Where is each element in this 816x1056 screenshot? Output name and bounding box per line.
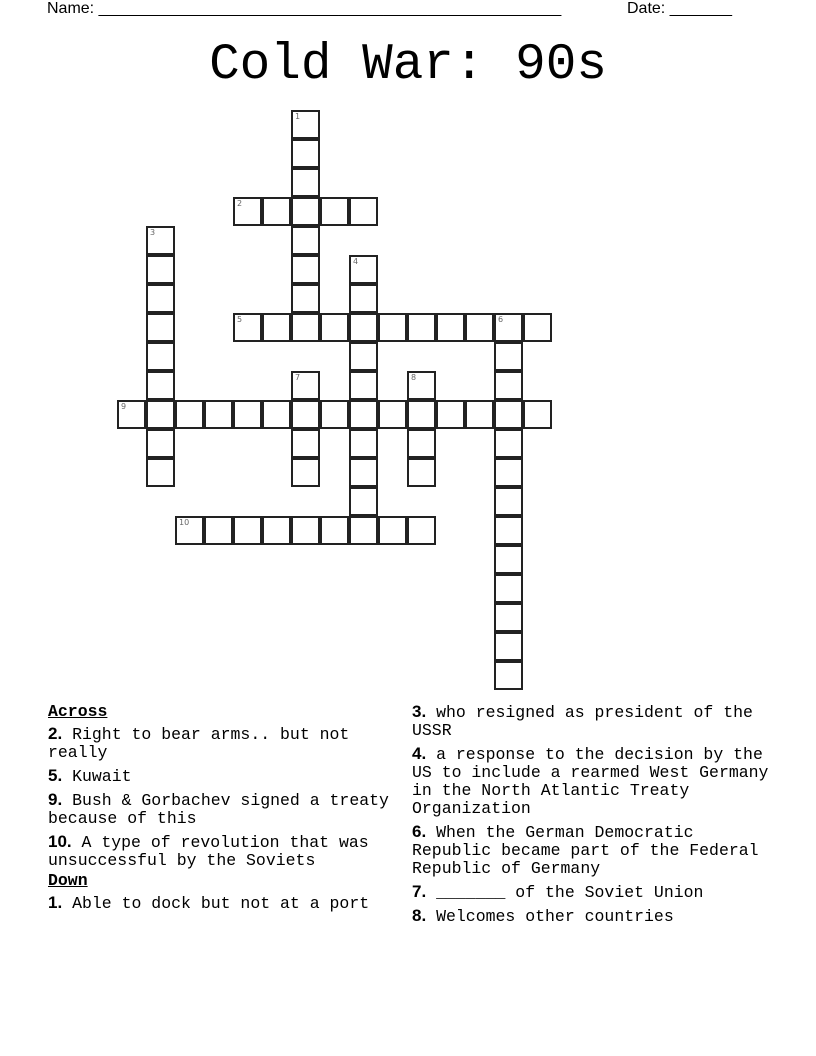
grid-cell[interactable] [349,255,378,284]
grid-cell[interactable] [233,313,262,342]
grid-cell[interactable] [494,371,523,400]
grid-cell[interactable] [349,516,378,545]
grid-cell[interactable] [349,284,378,313]
grid-cell[interactable] [291,255,320,284]
grid-cell[interactable] [349,342,378,371]
cell-number: 5 [237,315,243,324]
grid-cell[interactable] [378,516,407,545]
grid-cell[interactable] [233,516,262,545]
grid-cell[interactable] [320,516,349,545]
grid-cell[interactable] [291,458,320,487]
grid-cell[interactable] [262,516,291,545]
grid-cell[interactable] [494,458,523,487]
clue-down-4 [412,745,777,818]
grid-cell[interactable] [291,313,320,342]
grid-cell[interactable] [407,429,436,458]
grid-cell[interactable] [378,313,407,342]
clues-left-column [48,703,413,918]
clue-number: 4. [412,744,427,763]
grid-cell[interactable] [291,110,320,139]
cell-number: 8 [411,373,417,382]
grid-cell[interactable] [523,400,552,429]
grid-cell[interactable] [146,226,175,255]
grid-cell[interactable] [494,632,523,661]
grid-cell[interactable] [146,400,175,429]
grid-cell[interactable] [436,313,465,342]
grid-cell[interactable] [349,371,378,400]
grid-cell[interactable] [523,313,552,342]
clue-number: 8. [412,906,427,925]
name-field-label: Name: ____________________________________________________ [47,0,562,17]
grid-cell[interactable] [291,197,320,226]
date-field-label: Date: _______ [627,0,732,17]
grid-cell[interactable] [378,400,407,429]
grid-cell[interactable] [146,313,175,342]
grid-cell[interactable] [494,342,523,371]
clue-across-10 [48,833,413,870]
grid-cell[interactable] [291,516,320,545]
grid-cell[interactable] [494,574,523,603]
clue-across-2 [48,725,413,762]
grid-cell[interactable] [146,284,175,313]
cell-number: 7 [295,373,301,382]
grid-cell[interactable] [233,400,262,429]
grid-cell[interactable] [204,400,233,429]
clue-text: a response to the decision by the US to include a rearmed West Germany in the North Atlantic Treaty Organization [412,745,769,818]
grid-cell[interactable] [291,139,320,168]
grid-cell[interactable] [262,400,291,429]
grid-cell[interactable] [233,197,262,226]
grid-cell[interactable] [175,400,204,429]
grid-cell[interactable] [494,516,523,545]
clues-right-column [412,703,777,931]
clue-number: 1. [48,893,63,912]
grid-cell[interactable] [494,487,523,516]
grid-cell[interactable] [349,458,378,487]
clue-text: A type of revolution that was unsuccessful by the Soviets [48,833,369,870]
grid-cell[interactable] [146,342,175,371]
grid-cell[interactable] [175,516,204,545]
grid-cell[interactable] [465,313,494,342]
grid-cell[interactable] [407,516,436,545]
clue-down-1 [48,894,413,913]
grid-cell[interactable] [436,400,465,429]
grid-cell[interactable] [407,458,436,487]
grid-cell[interactable] [320,313,349,342]
clue-text: _______ of the Soviet Union [436,883,704,902]
clue-down-6 [412,823,777,878]
clue-number: 9. [48,790,63,809]
cell-number: 1 [295,112,301,121]
clue-down-3 [412,703,777,740]
grid-cell[interactable] [494,603,523,632]
grid-cell[interactable] [494,313,523,342]
clue-number: 10. [48,832,72,851]
grid-cell[interactable] [291,400,320,429]
grid-cell[interactable] [146,458,175,487]
grid-cell[interactable] [320,197,349,226]
grid-cell[interactable] [465,400,494,429]
grid-cell[interactable] [494,400,523,429]
grid-cell[interactable] [349,400,378,429]
grid-cell[interactable] [494,545,523,574]
clue-text: When the German Democratic Republic became part of the Federal Republic of Germany [412,823,759,878]
page-title: Cold War: 90s [209,37,607,94]
grid-cell[interactable] [117,400,146,429]
across-heading: Across [48,702,108,721]
cell-number: 9 [121,402,127,411]
grid-cell[interactable] [146,371,175,400]
cell-number: 2 [237,199,243,208]
grid-cell[interactable] [291,284,320,313]
grid-cell[interactable] [407,313,436,342]
grid-cell[interactable] [262,197,291,226]
grid-cell[interactable] [204,516,233,545]
cell-number: 4 [353,257,359,266]
clue-across-9 [48,791,413,828]
grid-cell[interactable] [291,429,320,458]
grid-cell[interactable] [262,313,291,342]
cell-number: 10 [179,518,190,527]
clue-number: 3. [412,702,427,721]
clue-down-7 [412,883,777,902]
clue-number: 6. [412,822,427,841]
clue-down-8 [412,907,777,926]
clue-across-5 [48,767,413,786]
grid-cell[interactable] [320,400,349,429]
cell-number: 6 [498,315,504,324]
clue-text: Right to bear arms.. but not really [48,725,350,762]
clue-text: Bush & Gorbachev signed a treaty because of this [48,791,389,828]
down-heading: Down [48,871,88,890]
grid-cell[interactable] [494,429,523,458]
clue-number: 5. [48,766,63,785]
grid-cell[interactable] [349,197,378,226]
grid-cell[interactable] [407,400,436,429]
clue-text: Kuwait [72,767,132,786]
grid-cell[interactable] [349,313,378,342]
clue-text: Welcomes other countries [436,907,674,926]
clue-text: who resigned as president of the USSR [412,703,753,740]
grid-cell[interactable] [494,661,523,690]
grid-cell[interactable] [407,371,436,400]
grid-cell[interactable] [291,168,320,197]
grid-cell[interactable] [349,429,378,458]
grid-cell[interactable] [291,371,320,400]
clue-number: 2. [48,724,63,743]
grid-cell[interactable] [146,255,175,284]
cell-number: 3 [150,228,156,237]
grid-cell[interactable] [349,487,378,516]
clue-text: Able to dock but not at a port [72,894,370,913]
grid-cell[interactable] [291,226,320,255]
grid-cell[interactable] [146,429,175,458]
clue-number: 7. [412,882,427,901]
